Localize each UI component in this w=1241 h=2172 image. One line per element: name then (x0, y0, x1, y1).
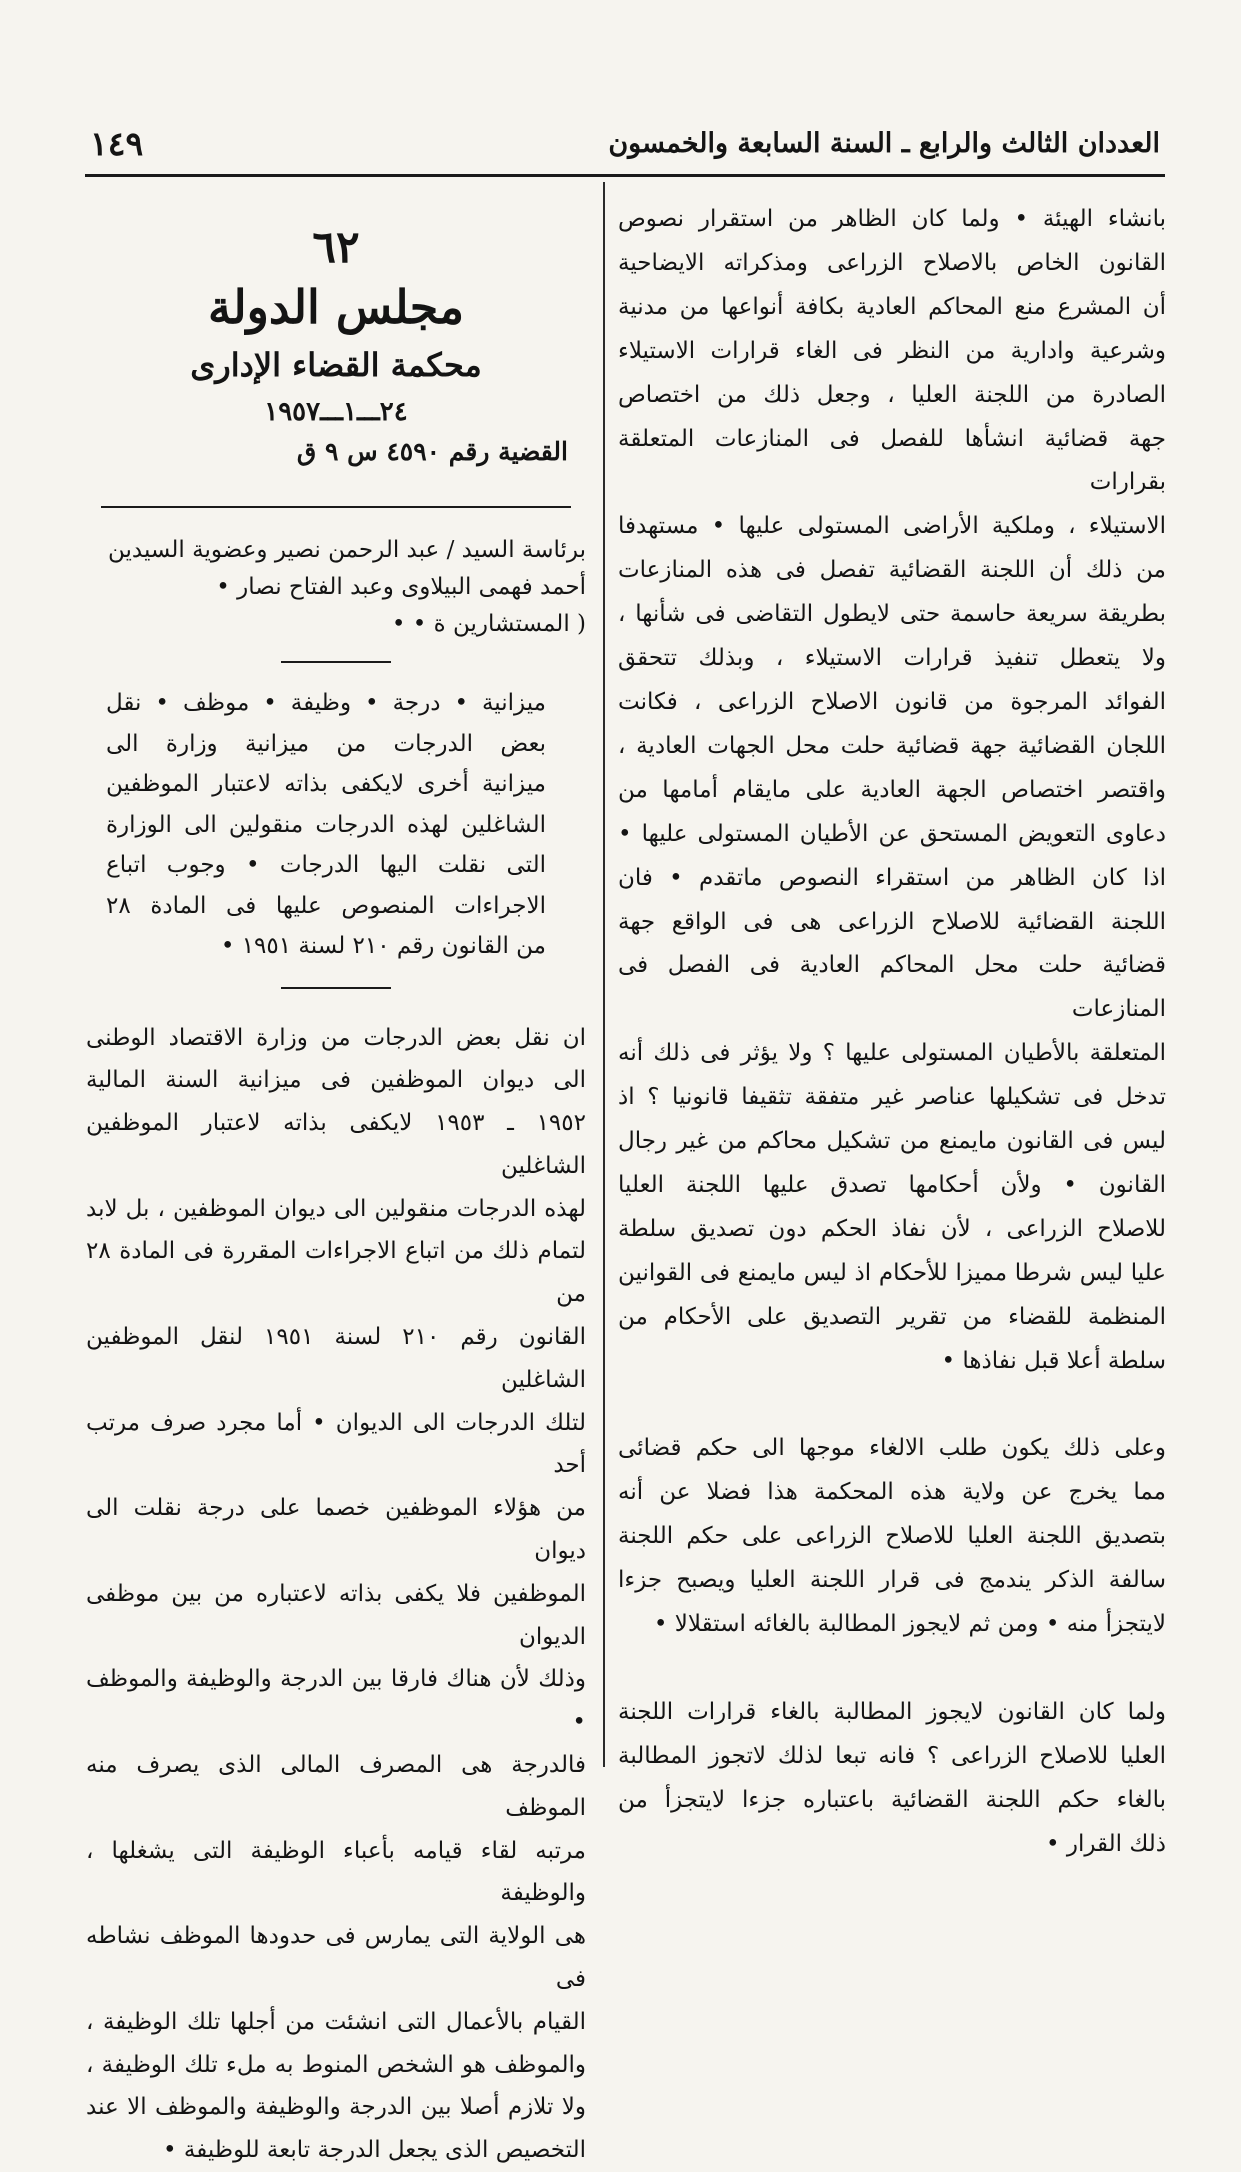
text-line: ذلك القرار • (618, 1823, 1166, 1867)
text-line: ( المستشارين ة • • (86, 606, 586, 643)
text-line: المنظمة للقضاء من تقرير التصديق على الأحكام من (618, 1296, 1166, 1340)
text-line: عليا ليس شرطا مميزا للأحكام اذ ليس مايمنع فى القوانين (618, 1252, 1166, 1296)
text-line: ميزانية • درجة • وظيفة • موظف • نقل (106, 683, 546, 724)
right-paragraph-2 (618, 1427, 1166, 1647)
text-line: سلطة أعلا قبل نفاذها • (618, 1340, 1166, 1384)
text-line: اللجان القضائية جهة قضائية حلت محل الجهات العادية ، (618, 725, 1166, 769)
headnote-summary (86, 683, 586, 967)
presidency-block (86, 532, 586, 643)
text-line: المتعلقة بالأطيان المستولى عليها ؟ ولا يؤثر فى ذلك أنه (618, 1032, 1166, 1076)
court-subtitle: محكمة القضاء الإدارى (86, 338, 586, 392)
text-line: ولا تلازم أصلا بين الدرجة والوظيفة والموظف الا عند (86, 2086, 586, 2129)
text-line: بطريقة سريعة حاسمة حتى لايطول التقاضى فى شأنها ، (618, 593, 1166, 637)
text-line: من ذلك أن اللجنة القضائية تفصل فى هذه المنازعات (618, 549, 1166, 593)
separator-rule (281, 661, 391, 663)
text-line: مرتبه لقاء قيامه بأعباء الوظيفة التى يشغلها ، والوظيفة (86, 1830, 586, 1916)
text-line: القانون الخاص بالاصلاح الزراعى ومذكراته الايضاحية (618, 242, 1166, 286)
judgment-date: ٢٤ـــ١ـــ١٩٥٧ (86, 392, 586, 432)
case-number: ٦٢ (86, 220, 586, 276)
right-paragraph-1 (618, 198, 1166, 1383)
text-line: أن المشرع منع المحاكم العادية بكافة أنواعها من مدنية (618, 286, 1166, 330)
left-body-text (86, 1017, 586, 2172)
text-line: بعض الدرجات من ميزانية وزارة الى (106, 724, 546, 765)
text-line: العليا للاصلاح الزراعى ؟ فانه تبعا لذلك لاتجوز المطالبة (618, 1735, 1166, 1779)
text-line: الاستيلاء ، وملكية الأراضى المستولى عليها • مستهدفا (618, 505, 1166, 549)
text-line: لتلك الدرجات الى الديوان • أما مجرد صرف مرتب أحد (86, 1402, 586, 1488)
text-line: لايتجزأ منه • ومن ثم لايجوز المطالبة بالغائه استقلالا • (618, 1603, 1166, 1647)
text-line: الشاغلين لهذه الدرجات منقولين الى الوزارة (106, 805, 546, 846)
text-line: تدخل فى تشكيلها عناصر غير متفقة تثقيفا قانونيا ؟ اذ (618, 1076, 1166, 1120)
text-line: دعاوى التعويض المستحق عن الأطيان المستولى عليها • (618, 813, 1166, 857)
text-line: التخصيص الذى يجعل الدرجة تابعة للوظيفة • (86, 2129, 586, 2172)
text-line: اذا كان الظاهر من استقراء النصوص ماتقدم • فان (618, 857, 1166, 901)
text-line: قضائية حلت محل المحاكم العادية فى الفصل فى المنازعات (618, 944, 1166, 1032)
text-line: من هؤلاء الموظفين خصما على درجة نقلت الى ديوان (86, 1487, 586, 1573)
case-reference: القضية رقم ٤٥٩٠ س ٩ ق (86, 432, 586, 472)
separator-rule (101, 506, 571, 508)
page-header (90, 118, 1160, 168)
text-line: والموظف هو الشخص المنوط به ملء تلك الوظيفة ، (86, 2044, 586, 2087)
text-line: فالدرجة هى المصرف المالى الذى يصرف منه الموظف (86, 1744, 586, 1830)
text-line: لهذه الدرجات منقولين الى ديوان الموظفين ، بل لابد (86, 1188, 586, 1231)
text-line: الاجراءات المنصوص عليها فى المادة ٢٨ (106, 886, 546, 927)
text-line: التى نقلت اليها الدرجات • وجوب اتباع (106, 845, 546, 886)
separator-rule (281, 987, 391, 989)
text-line: ليس فى القانون مايمنع من تشكيل محاكم من غير رجال (618, 1120, 1166, 1164)
text-line: واقتصر اختصاص الجهة العادية على مايقام أمامها من (618, 769, 1166, 813)
text-line: من القانون رقم ٢١٠ لسنة ١٩٥١ • (106, 926, 546, 967)
text-line: مما يخرج عن ولاية هذه المحكمة هذا فضلا عن أنه (618, 1471, 1166, 1515)
text-line: الموظفين فلا يكفى بذاته لاعتباره من بين موظفى الديوان (86, 1573, 586, 1659)
text-line: برئاسة السيد / عبد الرحمن نصير وعضوية السيدين (86, 532, 586, 569)
text-line: جهة قضائية انشأها للفصل فى المنازعات المتعلقة بقرارات (618, 418, 1166, 506)
text-line: وشرعية وادارية من النظر فى الغاء قرارات الاستيلاء (618, 330, 1166, 374)
text-line: بتصديق اللجنة العليا للاصلاح الزراعى على حكم اللجنة (618, 1515, 1166, 1559)
text-line: الفوائد المرجوة من قانون الاصلاح الزراعى ، فكانت (618, 681, 1166, 725)
text-line: هى الولاية التى يمارس فى حدودها الموظف نشاطه فى (86, 1915, 586, 2001)
text-line: اللجنة القضائية للاصلاح الزراعى هى فى الواقع جهة (618, 901, 1166, 945)
text-line: ولا يتعطل تنفيذ قرارات الاستيلاء ، وبذلك تتحقق (618, 637, 1166, 681)
text-line: القانون • ولأن أحكامها تصدق عليها اللجنة العليا (618, 1164, 1166, 1208)
text-line: القيام بالأعمال التى انشئت من أجلها تلك الوظيفة ، (86, 2001, 586, 2044)
text-line: ميزانية أخرى لايكفى بذاته لاعتبار الموظفين (106, 764, 546, 805)
text-line: ١٩٥٢ ـ ١٩٥٣ لايكفى بذاته لاعتبار الموظفين الشاغلين (86, 1102, 586, 1188)
text-line: سالفة الذكر يندمج فى قرار اللجنة العليا ويصبح جزءا (618, 1559, 1166, 1603)
text-line: للاصلاح الزراعى ، لأن نفاذ الحكم دون تصديق سلطة (618, 1208, 1166, 1252)
running-title: العددان الثالث والرابع ـ السنة السابعة والخمسون (608, 128, 1160, 159)
text-line: أحمد فهمى البيلاوى وعبد الفتاح نصار • (86, 569, 586, 606)
page-number: ١٤٩ (90, 124, 143, 163)
text-line: القانون رقم ٢١٠ لسنة ١٩٥١ لنقل الموظفين الشاغلين (86, 1316, 586, 1402)
right-column (618, 198, 1166, 1867)
text-line: بانشاء الهيئة • ولما كان الظاهر من استقرار نصوص (618, 198, 1166, 242)
right-paragraph-3 (618, 1691, 1166, 1867)
text-line: الى ديوان الموظفين فى ميزانية السنة المالية (86, 1059, 586, 1102)
text-line: وذلك لأن هناك فارقا بين الدرجة والوظيفة والموظف • (86, 1658, 586, 1744)
text-line: ان نقل بعض الدرجات من وزارة الاقتصاد الوطنى (86, 1017, 586, 1060)
left-column (86, 220, 586, 2172)
text-line: وعلى ذلك يكون طلب الالغاء موجها الى حكم قضائى (618, 1427, 1166, 1471)
column-divider (603, 182, 605, 1767)
header-rule (85, 174, 1165, 177)
text-line: لتمام ذلك من اتباع الاجراءات المقررة فى المادة ٢٨ من (86, 1230, 586, 1316)
text-line: الصادرة من اللجنة العليا ، وجعل ذلك من اختصاص (618, 374, 1166, 418)
text-line: بالغاء حكم اللجنة القضائية باعتباره جزءا لايتجزأ من (618, 1779, 1166, 1823)
text-line: ولما كان القانون لايجوز المطالبة بالغاء قرارات اللجنة (618, 1691, 1166, 1735)
court-name: مجلس الدولة (86, 276, 586, 338)
